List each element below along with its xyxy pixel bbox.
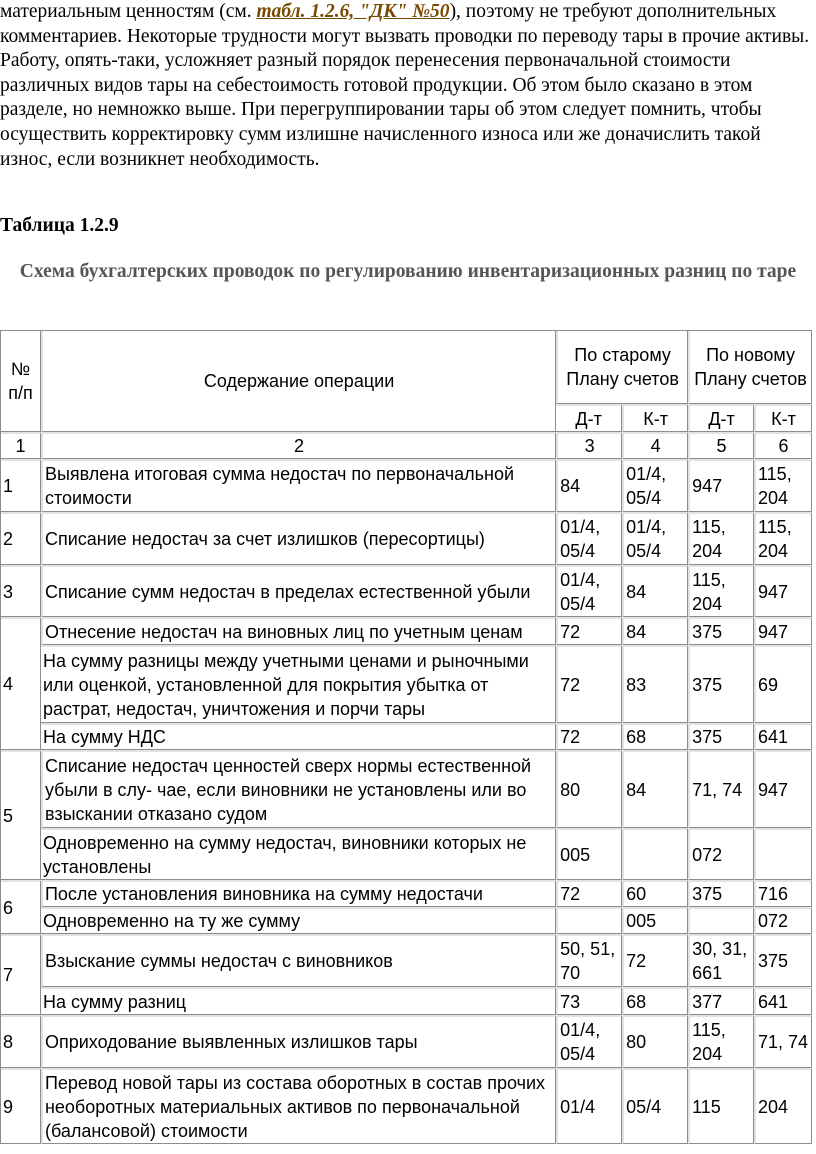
operation-text: Оприходование выявленных излишков тары <box>41 1015 556 1068</box>
old-credit: 01/4, 05/4 <box>622 512 688 565</box>
old-debit: 73 <box>556 987 622 1015</box>
row-number: 6 <box>1 880 41 934</box>
table-row <box>1 934 812 987</box>
header-new-plan: По новому Плану счетов <box>688 331 812 404</box>
operation-text: Отнесение недостач на виновных лиц по учетным ценам <box>41 617 556 645</box>
new-debit: 71, 74 <box>688 750 754 828</box>
operation-text: На сумму разниц <box>41 987 556 1015</box>
new-debit: 375 <box>688 645 754 723</box>
table-row <box>1 565 812 617</box>
table-row <box>1 459 812 512</box>
col-number: 6 <box>754 432 812 459</box>
table-row <box>1 987 812 1015</box>
new-credit: 71, 74 <box>754 1015 812 1068</box>
new-credit: 375 <box>754 934 812 987</box>
old-debit: 005 <box>556 828 622 880</box>
operation-text: На сумму разницы между учетными ценами и рыночными или оценкой, установленной для покрытия убытка от растрат, недостач, уничтожения и порчи тары <box>41 645 556 723</box>
table-row <box>1 750 812 828</box>
new-credit: 204 <box>754 1068 812 1144</box>
old-debit: 84 <box>556 459 622 512</box>
new-debit: 377 <box>688 987 754 1015</box>
table-row <box>1 617 812 645</box>
old-credit: 05/4 <box>622 1068 688 1144</box>
row-number: 3 <box>1 565 41 617</box>
old-credit: 60 <box>622 880 688 907</box>
header-new-dt: Д-т <box>688 404 754 432</box>
old-credit: 84 <box>622 750 688 828</box>
new-credit: 115, 204 <box>754 459 812 512</box>
old-credit <box>622 828 688 880</box>
row-number: 9 <box>1 1068 41 1144</box>
old-credit: 72 <box>622 934 688 987</box>
row-number: 2 <box>1 512 41 565</box>
old-credit: 68 <box>622 987 688 1015</box>
row-number: 5 <box>1 750 41 880</box>
table-row <box>1 723 812 750</box>
header-old-dt: Д-т <box>556 404 622 432</box>
new-credit: 947 <box>754 617 812 645</box>
new-debit: 115, 204 <box>688 1015 754 1068</box>
old-credit: 005 <box>622 907 688 934</box>
row-number: 4 <box>1 617 41 750</box>
old-credit: 84 <box>622 617 688 645</box>
old-credit: 83 <box>622 645 688 723</box>
new-credit: 69 <box>754 645 812 723</box>
col-number: 3 <box>556 432 622 459</box>
new-debit: 115, 204 <box>688 512 754 565</box>
col-number: 4 <box>622 432 688 459</box>
new-debit: 115, 204 <box>688 565 754 617</box>
new-debit: 375 <box>688 617 754 645</box>
intro-text-start: материальным ценностям (см. <box>0 1 257 22</box>
new-debit: 30, 31, 661 <box>688 934 754 987</box>
old-debit: 72 <box>556 880 622 907</box>
table-row <box>1 1068 812 1144</box>
table-row <box>1 880 812 907</box>
old-credit: 84 <box>622 565 688 617</box>
row-number: 7 <box>1 934 41 1015</box>
intro-paragraph <box>0 0 812 172</box>
table-row <box>1 512 812 565</box>
table-row <box>1 828 812 880</box>
table-row <box>1 645 812 723</box>
new-credit: 072 <box>754 907 812 934</box>
old-debit: 01/4, 05/4 <box>556 1015 622 1068</box>
old-debit: 80 <box>556 750 622 828</box>
operation-text: Одновременно на сумму недостач, виновники которых не установлены <box>41 828 556 880</box>
col-number: 1 <box>1 432 41 459</box>
operation-text: Списание недостач ценностей сверх нормы естественной убыли в слу- чае, если виновники не установлены или во взыскании отказано судом <box>41 750 556 828</box>
table-row <box>1 1015 812 1068</box>
operation-text: После установления виновника на сумму недостачи <box>41 880 556 907</box>
table-caption: Схема бухгалтерских проводок по регулированию инвентаризационных разниц по таре <box>19 261 797 282</box>
table-number: Таблица 1.2.9 <box>0 215 119 236</box>
header-old-plan: По старому Плану счетов <box>556 331 688 404</box>
operation-text: Списание сумм недостач в пределах естественной убыли <box>41 565 556 617</box>
new-credit: 947 <box>754 750 812 828</box>
old-debit: 01/4 <box>556 1068 622 1144</box>
row-number: 8 <box>1 1015 41 1068</box>
old-credit: 80 <box>622 1015 688 1068</box>
new-debit: 072 <box>688 828 754 880</box>
new-debit <box>688 907 754 934</box>
old-debit <box>556 907 622 934</box>
column-number-row <box>1 432 812 459</box>
row-number: 1 <box>1 459 41 512</box>
operation-text: Перевод новой тары из состава оборотных в состав прочих необоротных материальных активов по первоначальной (балансовой) стоимости <box>41 1068 556 1144</box>
header-num: № п/п <box>1 331 41 432</box>
operation-text: Списание недостач за счет излишков (пересортицы) <box>41 512 556 565</box>
new-debit: 375 <box>688 880 754 907</box>
old-debit: 72 <box>556 723 622 750</box>
old-credit: 68 <box>622 723 688 750</box>
header-old-kt: К-т <box>622 404 688 432</box>
col-number: 2 <box>41 432 556 459</box>
new-credit: 716 <box>754 880 812 907</box>
header-content: Содержание операции <box>41 331 556 432</box>
old-debit: 72 <box>556 645 622 723</box>
operation-text: На сумму НДС <box>41 723 556 750</box>
operation-text: Выявлена итоговая сумма недостач по первоначальной стоимости <box>41 459 556 512</box>
new-credit: 641 <box>754 987 812 1015</box>
postings-table <box>0 330 812 1144</box>
operation-text: Одновременно на ту же сумму <box>41 907 556 934</box>
operation-text: Взыскание суммы недостач с виновников <box>41 934 556 987</box>
header-row <box>1 331 812 404</box>
old-credit: 01/4, 05/4 <box>622 459 688 512</box>
table-reference-link[interactable]: табл. 1.2.6, "ДК" №50 <box>256 1 450 22</box>
new-debit: 947 <box>688 459 754 512</box>
old-debit: 01/4, 05/4 <box>556 565 622 617</box>
table-row <box>1 907 812 934</box>
header-new-kt: К-т <box>754 404 812 432</box>
new-credit: 947 <box>754 565 812 617</box>
new-debit: 375 <box>688 723 754 750</box>
old-debit: 50, 51, 70 <box>556 934 622 987</box>
new-credit <box>754 828 812 880</box>
col-number: 5 <box>688 432 754 459</box>
new-credit: 641 <box>754 723 812 750</box>
new-debit: 115 <box>688 1068 754 1144</box>
new-credit: 115, 204 <box>754 512 812 565</box>
intro-text-rest: ), поэтому не требуют дополнительных комментариев. Некоторые трудности могут вызвать проводки по переводу тары в прочие активы. Работу, опять-таки, усложняет разный порядок перенесения первоначальной стоимости различных видов тары на себестоимость готовой продукции. Об этом было сказано в этом разделе, но немножко выше. При перегруппировании тары об этом следует помнить, чтобы осуществить корректировку сумм излишне начисленного износа или же доначислить такой износ, если возникнет необходимость. <box>0 1 810 170</box>
old-debit: 72 <box>556 617 622 645</box>
old-debit: 01/4, 05/4 <box>556 512 622 565</box>
